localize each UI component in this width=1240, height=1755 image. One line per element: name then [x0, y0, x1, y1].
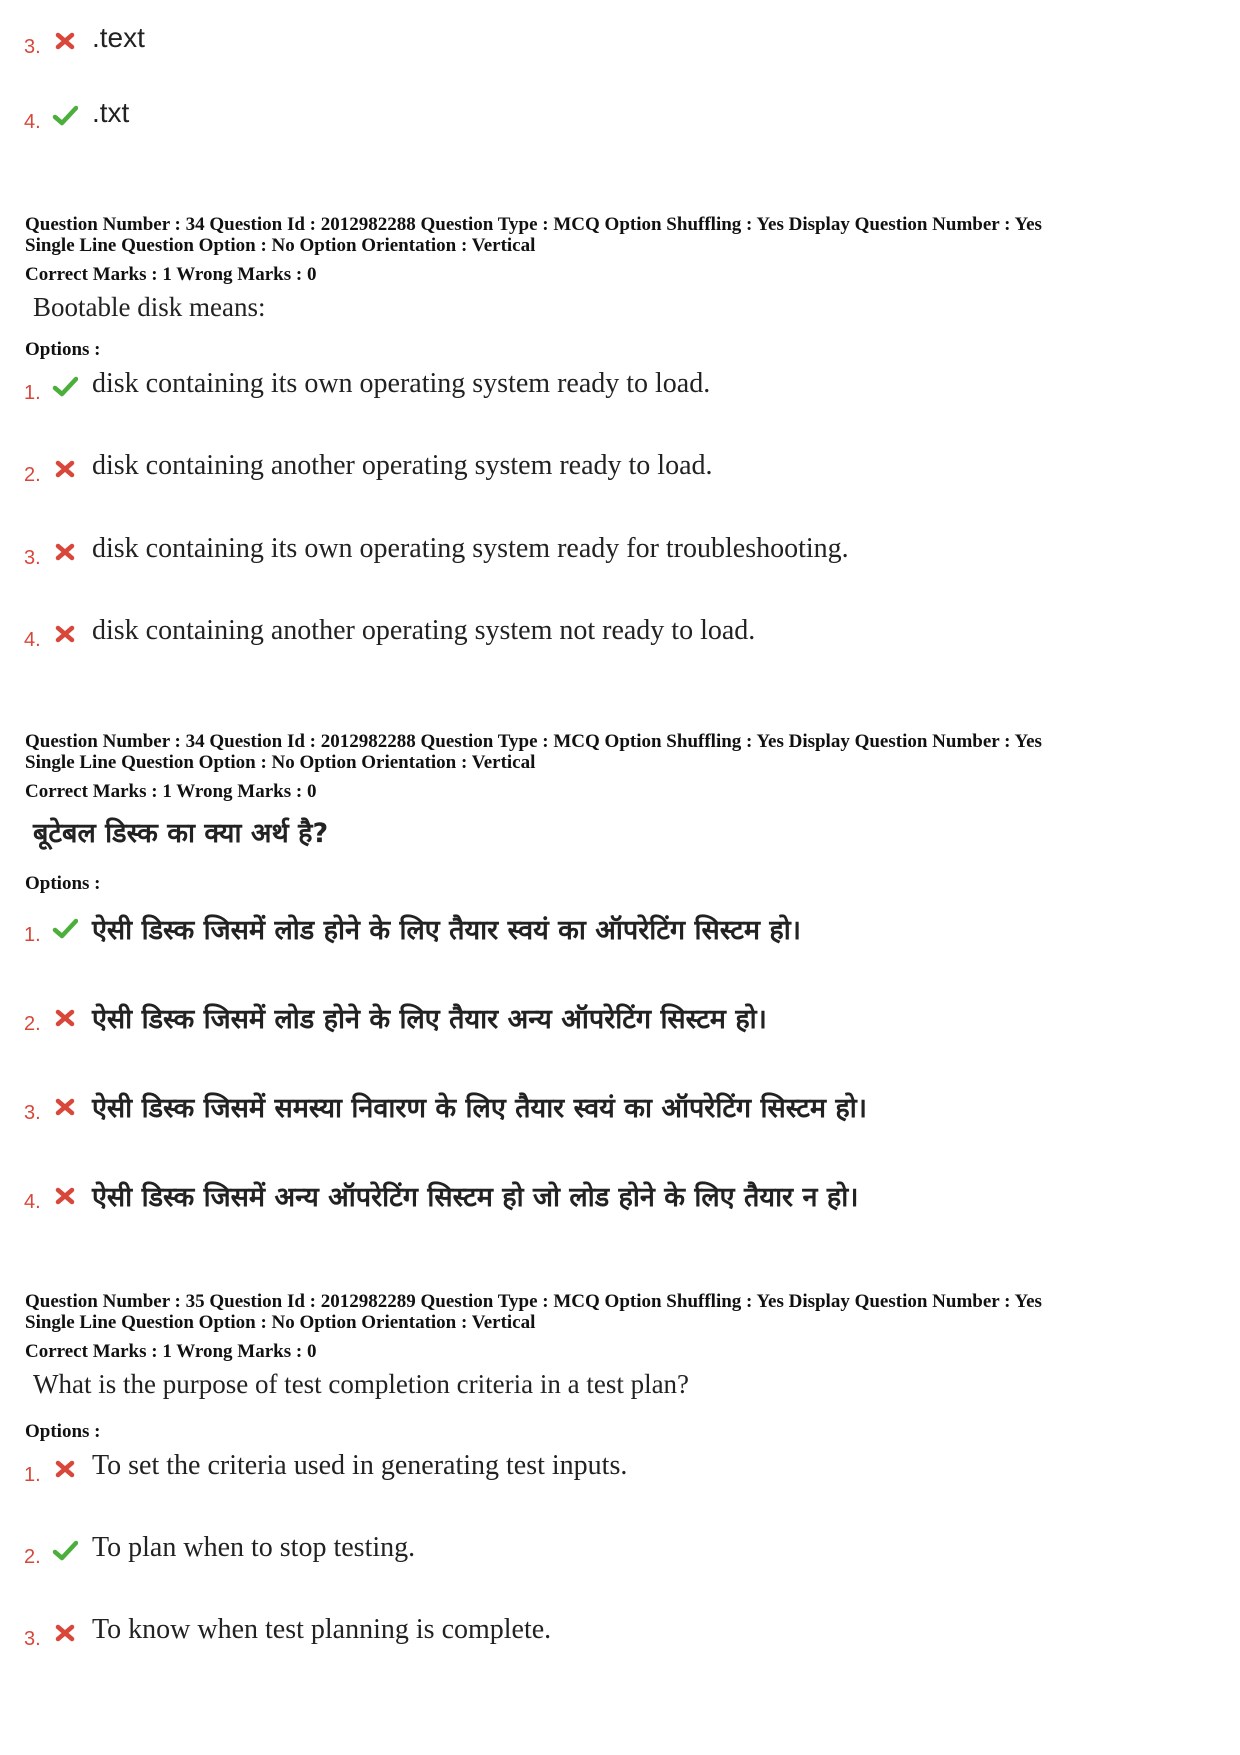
option-text: disk containing its own operating system ready for troubleshooting. [92, 533, 849, 564]
option-row [0, 615, 1200, 655]
question-marks: Correct Marks : 1 Wrong Marks : 0 [25, 1341, 317, 1362]
question-meta-line: Single Line Question Option : No Option Orientation : Vertical [25, 1312, 536, 1333]
option-text: disk containing another operating system ready to load. [92, 450, 713, 481]
option-number: 1. [24, 924, 41, 946]
option-row [0, 22, 1200, 62]
option-number: 2. [24, 1013, 41, 1035]
question-meta-line: Single Line Question Option : No Option Orientation : Vertical [25, 752, 536, 773]
option-number: 3. [24, 1628, 41, 1650]
option-number: 4. [24, 111, 41, 133]
option-row [0, 1177, 1200, 1217]
option-text: .txt [92, 97, 130, 128]
cross-icon [52, 1183, 78, 1209]
cross-icon [52, 621, 78, 647]
cross-icon [52, 456, 78, 482]
check-icon [52, 916, 78, 942]
check-icon [52, 374, 78, 400]
option-number: 2. [24, 1546, 41, 1568]
option-text: disk containing another operating system not ready to load. [92, 615, 756, 646]
cross-icon [52, 1456, 78, 1482]
option-row [0, 368, 1200, 408]
options-label: Options : [25, 1421, 101, 1442]
option-row [0, 1614, 1200, 1654]
option-text: To set the criteria used in generating test inputs. [92, 1450, 628, 1481]
option-number: 4. [24, 1191, 41, 1213]
option-row [0, 1532, 1200, 1572]
cross-icon [52, 1005, 78, 1031]
option-row [0, 1450, 1200, 1490]
option-text: ऐसी डिस्क जिसमें लोड होने के लिए तैयार अन्य ऑपरेटिंग सिस्टम हो। [92, 1004, 767, 1035]
option-text: To plan when to stop testing. [92, 1532, 416, 1563]
option-number: 1. [24, 1464, 41, 1486]
option-row [0, 450, 1200, 490]
option-text: To know when test planning is complete. [92, 1614, 552, 1645]
option-number: 3. [24, 1102, 41, 1124]
option-number: 2. [24, 464, 41, 486]
question-text: बूटेबल डिस्क का क्या अर्थ है? [33, 818, 329, 849]
option-text: disk containing its own operating system ready to load. [92, 368, 711, 399]
option-number: 1. [24, 382, 41, 404]
question-meta-line: Question Number : 35 Question Id : 2012982289 Question Type : MCQ Option Shuffling : Yes Display Question Number : Yes [25, 1291, 1042, 1312]
question-meta-line: Single Line Question Option : No Option Orientation : Vertical [25, 235, 536, 256]
cross-icon [52, 1094, 78, 1120]
cross-icon [52, 539, 78, 565]
option-row [0, 1088, 1200, 1128]
question-meta-line: Question Number : 34 Question Id : 2012982288 Question Type : MCQ Option Shuffling : Yes Display Question Number : Yes [25, 731, 1042, 752]
question-text: What is the purpose of test completion criteria in a test plan? [33, 1369, 690, 1399]
option-text: .text [92, 22, 145, 53]
option-text: ऐसी डिस्क जिसमें समस्या निवारण के लिए तैयार स्वयं का ऑपरेटिंग सिस्टम हो। [92, 1093, 867, 1124]
question-marks: Correct Marks : 1 Wrong Marks : 0 [25, 781, 317, 802]
option-number: 3. [24, 547, 41, 569]
check-icon [52, 103, 78, 129]
option-number: 3. [24, 36, 41, 58]
options-label: Options : [25, 339, 101, 360]
option-text: ऐसी डिस्क जिसमें अन्य ऑपरेटिंग सिस्टम हो जो लोड होने के लिए तैयार न हो। [92, 1182, 859, 1213]
option-number: 4. [24, 629, 41, 651]
question-marks: Correct Marks : 1 Wrong Marks : 0 [25, 264, 317, 285]
option-row [0, 999, 1200, 1039]
option-row [0, 533, 1200, 573]
option-row [0, 97, 1200, 137]
cross-icon [52, 28, 78, 54]
cross-icon [52, 1620, 78, 1646]
question-meta-line: Question Number : 34 Question Id : 2012982288 Question Type : MCQ Option Shuffling : Yes Display Question Number : Yes [25, 214, 1042, 235]
check-icon [52, 1538, 78, 1564]
question-text: Bootable disk means: [33, 292, 266, 322]
option-text: ऐसी डिस्क जिसमें लोड होने के लिए तैयार स्वयं का ऑपरेटिंग सिस्टम हो। [92, 915, 801, 946]
option-row [0, 910, 1200, 950]
options-label: Options : [25, 873, 101, 894]
